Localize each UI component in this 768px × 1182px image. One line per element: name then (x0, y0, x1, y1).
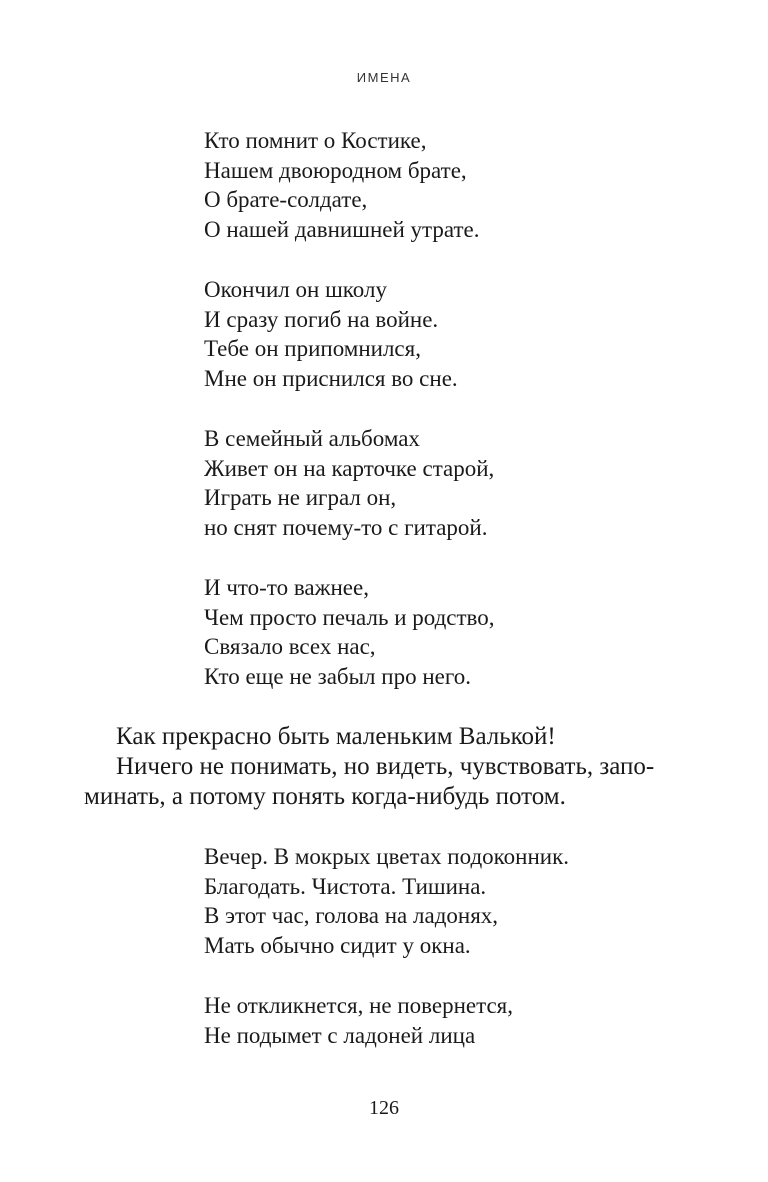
poem-stanza-4 (204, 573, 704, 691)
verse-line: Вечер. В мокрых цветах подоконник. (204, 844, 570, 869)
prose-paragraph-line: Ничего не понимать, но видеть, чувствовать, запо- (116, 753, 655, 780)
verse-line: В семейный альбомах (204, 426, 420, 451)
running-head: ИМЕНА (356, 70, 412, 85)
verse-line: И сразу погиб на войне. (204, 306, 439, 332)
verse-line: И что-то важнее, (204, 575, 369, 600)
poem-stanza-3 (204, 424, 704, 542)
verse-line: но снят почему-то с гитарой. (204, 514, 488, 540)
verse-line: Тебе он припомнился, (204, 336, 421, 362)
verse-line: Окончил он школу (204, 277, 387, 302)
verse-line: В этот час, голова на ладонях, (204, 903, 499, 929)
poem-stanza-6 (204, 991, 704, 1050)
prose-block (84, 722, 684, 812)
verse-line: Играть не играл он, (204, 485, 397, 511)
verse-line: Не подымет с ладоней лица (204, 1022, 476, 1048)
page-number: 126 (369, 1097, 399, 1119)
verse-line: Кто еще не забыл про него. (204, 663, 471, 689)
verse-line: Мать обычно сидит у окна. (204, 932, 471, 958)
verse-line: Мне он приснился во сне. (204, 365, 458, 391)
verse-line: Связало всех нас, (204, 634, 376, 660)
verse-line: Живет он на карточке старой, (204, 455, 495, 481)
verse-line: Не откликнется, не повернется, (204, 993, 513, 1018)
prose-paragraph-line: минать, а потому понять когда-нибудь потом. (84, 783, 566, 810)
verse-line: Благодать. Чистота. Тишина. (204, 873, 487, 899)
poem-stanza-2 (204, 275, 704, 393)
verse-line: Чем просто печаль и родство, (204, 604, 495, 630)
verse-line: Нашем двоюродном брате, (204, 157, 467, 183)
verse-line: О брате-солдате, (204, 187, 368, 213)
poem-stanza-1 (204, 126, 704, 244)
prose-paragraph: Как прекрасно быть маленьким Валькой! (116, 723, 556, 750)
verse-line: О нашей давнишней утрате. (204, 216, 480, 242)
poem-stanza-5 (204, 842, 704, 960)
verse-line: Кто помнит о Костике, (204, 128, 427, 153)
